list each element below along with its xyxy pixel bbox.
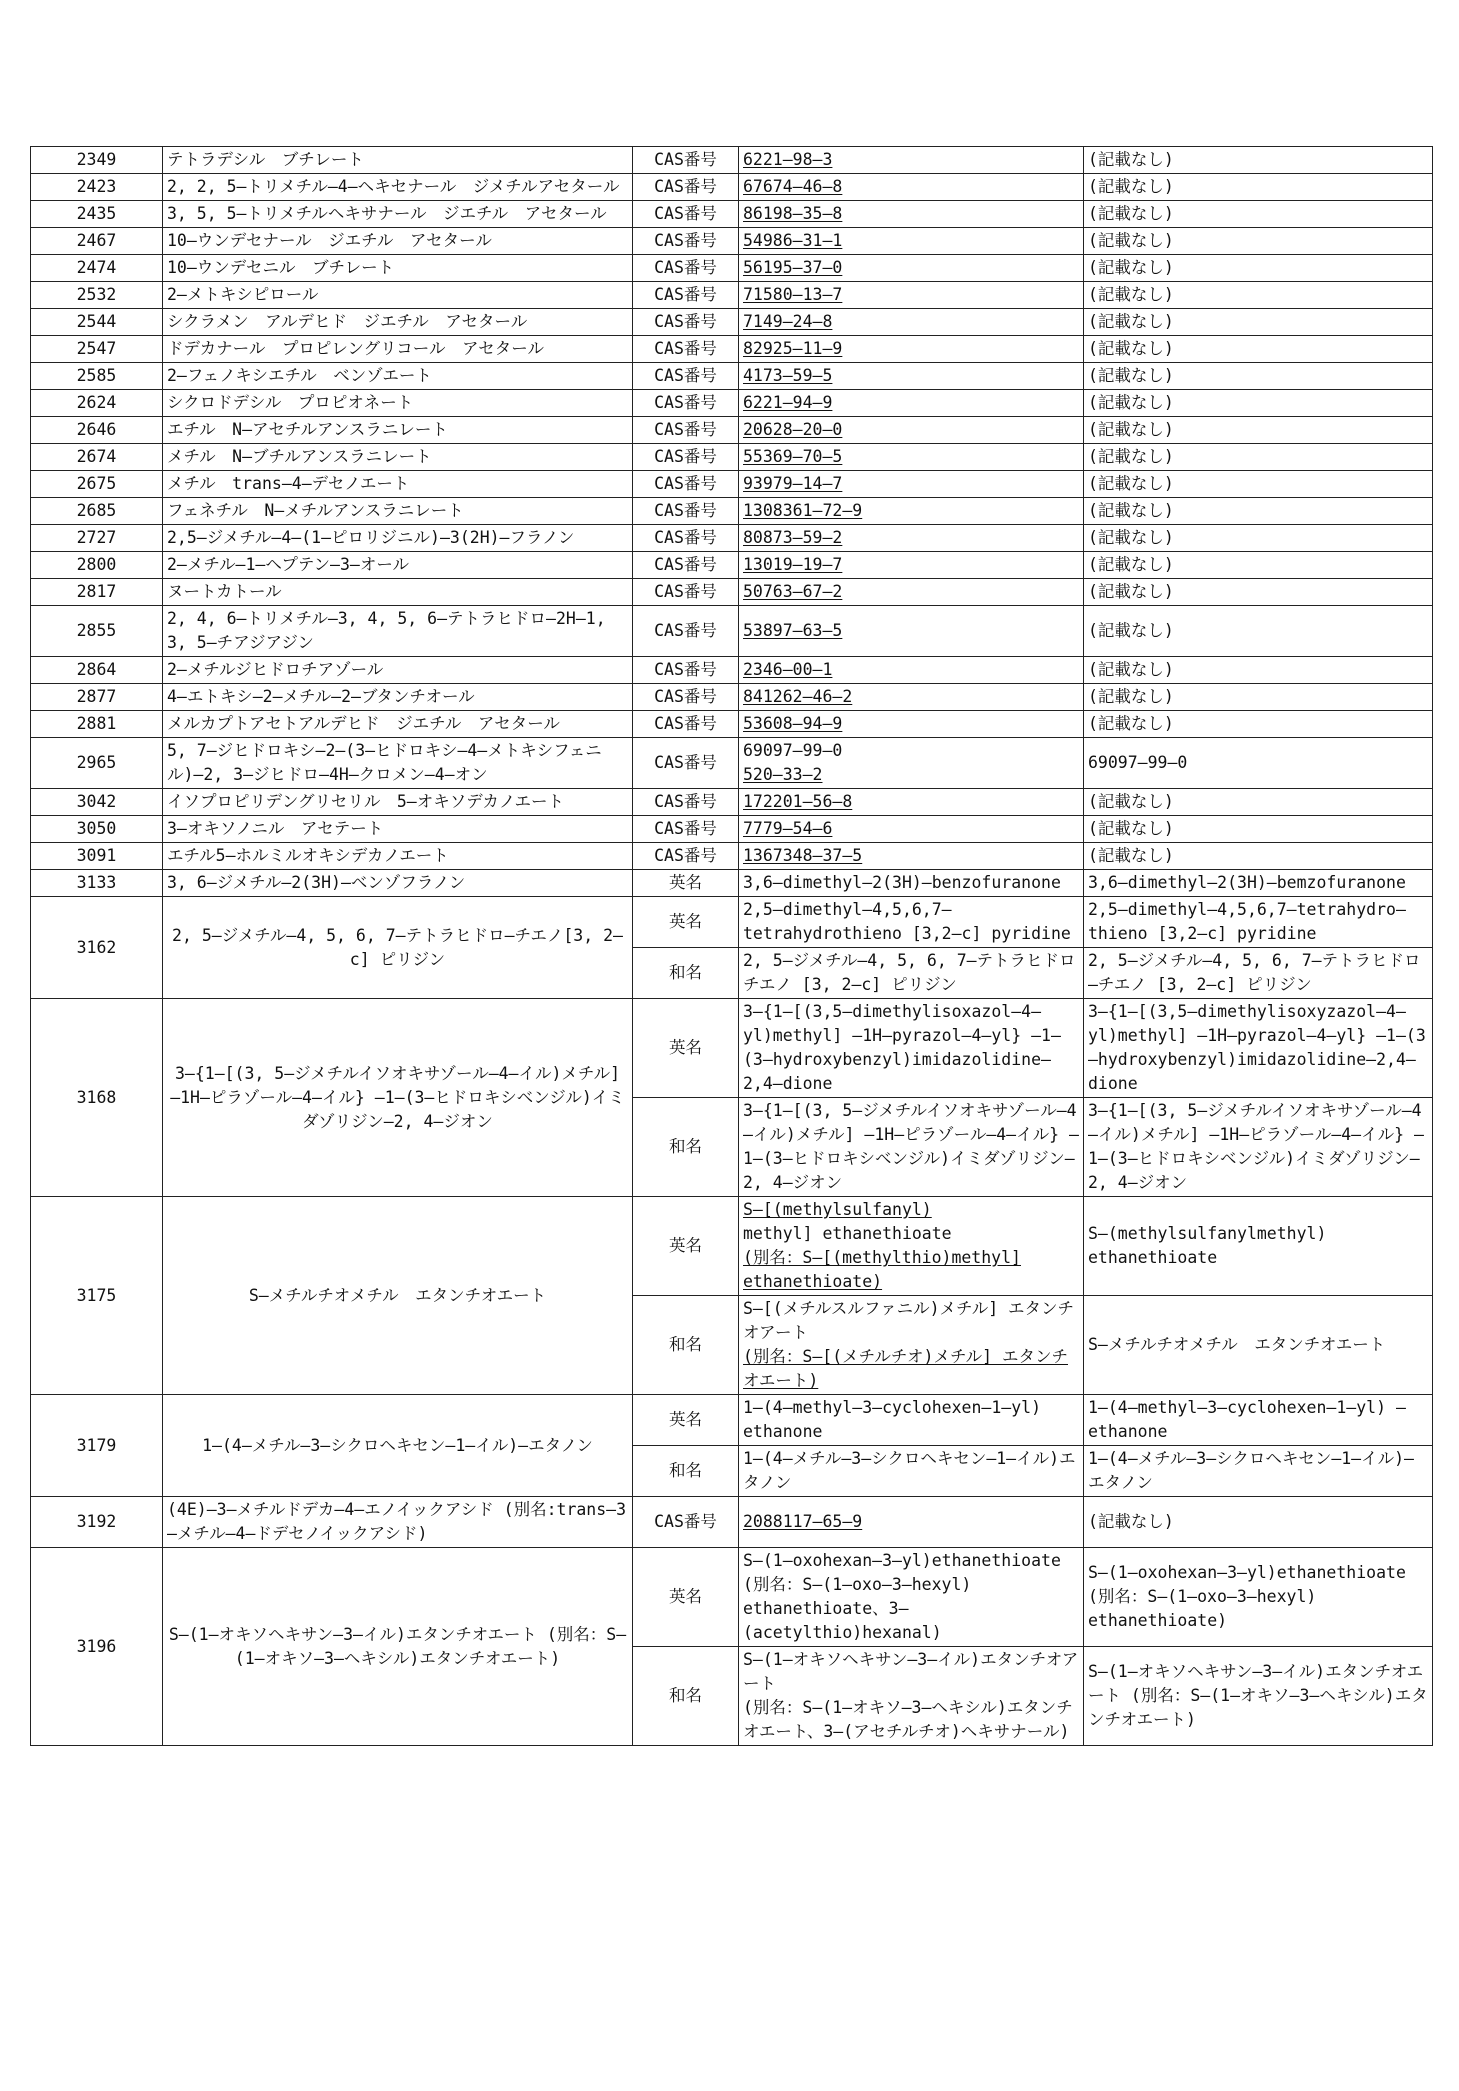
identifier-value xyxy=(739,1395,1084,1446)
identifier-value-line: 93979—14—7 xyxy=(743,474,843,493)
identifier-type: 和名 xyxy=(633,948,739,999)
identifier-value xyxy=(739,174,1084,201)
item-number: 2817 xyxy=(31,579,163,606)
identifier-type: CAS番号 xyxy=(633,309,739,336)
table-row xyxy=(31,201,1433,228)
table-row xyxy=(31,282,1433,309)
item-number: 2467 xyxy=(31,228,163,255)
remark-cell: (記載なし) xyxy=(1084,282,1433,309)
identifier-value-line: (別名：S—(1—オキソ—3—ヘキシル)エタンチオエート、3—(アセチルチオ)ヘキサナール) xyxy=(743,1698,1073,1741)
remark-cell: (記載なし) xyxy=(1084,201,1433,228)
item-number: 3162 xyxy=(31,897,163,999)
identifier-value-line: 53897—63—5 xyxy=(743,621,843,640)
identifier-type: CAS番号 xyxy=(633,174,739,201)
remark-cell: (記載なし) xyxy=(1084,606,1433,657)
identifier-value xyxy=(739,789,1084,816)
identifier-value-line: 7779—54—6 xyxy=(743,819,833,838)
identifier-value-line: 54986—31—1 xyxy=(743,231,843,250)
remark-cell: (記載なし) xyxy=(1084,471,1433,498)
item-name: ドデカナール プロピレングリコール アセタール xyxy=(163,336,633,363)
remark-cell: (記載なし) xyxy=(1084,684,1433,711)
identifier-value xyxy=(739,255,1084,282)
table-row xyxy=(31,684,1433,711)
item-number: 2965 xyxy=(31,738,163,789)
identifier-type: CAS番号 xyxy=(633,843,739,870)
identifier-type: 英名 xyxy=(633,999,739,1098)
identifier-value-line: S—(1—オキソヘキサン—3—イル)エタンチオアート xyxy=(743,1650,1079,1693)
identifier-value xyxy=(739,390,1084,417)
item-number: 2855 xyxy=(31,606,163,657)
identifier-value xyxy=(739,282,1084,309)
identifier-value-line: ethanethioate) xyxy=(743,1272,883,1291)
identifier-value xyxy=(739,552,1084,579)
identifier-type: CAS番号 xyxy=(633,711,739,738)
table-row xyxy=(31,843,1433,870)
item-number: 3175 xyxy=(31,1197,163,1395)
identifier-value-line: tetrahydrothieno [3,2—c] pyridine xyxy=(743,924,1071,943)
table-row xyxy=(31,255,1433,282)
identifier-type: 英名 xyxy=(633,897,739,948)
item-name: エチル5—ホルミルオキシデカノエート xyxy=(163,843,633,870)
identifier-type: CAS番号 xyxy=(633,201,739,228)
table-row xyxy=(31,1497,1433,1548)
item-number: 3179 xyxy=(31,1395,163,1497)
remark-cell: (記載なし) xyxy=(1084,309,1433,336)
item-name: テトラデシル ブチレート xyxy=(163,147,633,174)
remark-cell: (記載なし) xyxy=(1084,711,1433,738)
item-name: 2—メチルジヒドロチアゾール xyxy=(163,657,633,684)
table-row xyxy=(31,1548,1433,1647)
remark-cell: S—(1—オキソヘキサン—3—イル)エタンチオエート (別名：S—(1—オキソ—3—ヘキシル)エタンチオエート) xyxy=(1084,1647,1433,1746)
identifier-value-line: 1—(4—メチル—3—シクロヘキセン—1—イル)エタノン xyxy=(743,1449,1076,1492)
item-name: 2,5—ジメチル—4—(1—ピロリジニル)—3(2H)—フラノン xyxy=(163,525,633,552)
remark-cell: 1—(4—メチル—3—シクロヘキセン—1—イル)—エタノン xyxy=(1084,1446,1433,1497)
table-row xyxy=(31,999,1433,1098)
remark-cell: (記載なし) xyxy=(1084,174,1433,201)
table-row xyxy=(31,363,1433,390)
item-number: 2646 xyxy=(31,417,163,444)
identifier-value-line: 2, 5—ジメチル—4, 5, 6, 7—テトラヒドロチエノ [3, 2—c] ピリジン xyxy=(743,951,1076,994)
table-row xyxy=(31,390,1433,417)
table-row xyxy=(31,309,1433,336)
identifier-value xyxy=(739,948,1084,999)
identifier-value xyxy=(739,1098,1084,1197)
remark-cell: (記載なし) xyxy=(1084,498,1433,525)
identifier-value xyxy=(739,657,1084,684)
identifier-value xyxy=(739,999,1084,1098)
item-name: 3—{1—[(3, 5—ジメチルイソオキサゾール—4—イル)メチル] —1H—ピラゾール—4—イル} —1—(3—ヒドロキシベンジル)イミダゾリジン—2, 4—ジオン xyxy=(163,999,633,1197)
table-row xyxy=(31,711,1433,738)
identifier-value xyxy=(739,606,1084,657)
table-row xyxy=(31,789,1433,816)
item-number: 2800 xyxy=(31,552,163,579)
identifier-value xyxy=(739,1197,1084,1296)
item-number: 2532 xyxy=(31,282,163,309)
identifier-value xyxy=(739,711,1084,738)
identifier-type: 英名 xyxy=(633,1548,739,1647)
identifier-type: CAS番号 xyxy=(633,738,739,789)
identifier-value-line: (別名：S—[(メチルチオ)メチル] エタンチオエート) xyxy=(743,1347,1068,1390)
item-name: 3, 5, 5—トリメチルヘキサナール ジエチル アセタール xyxy=(163,201,633,228)
identifier-value xyxy=(739,897,1084,948)
identifier-value-line: 1367348—37—5 xyxy=(743,846,863,865)
identifier-value-line: 55369—70—5 xyxy=(743,447,843,466)
remark-cell: (記載なし) xyxy=(1084,1497,1433,1548)
identifier-value xyxy=(739,525,1084,552)
table-row xyxy=(31,525,1433,552)
item-name: 2, 2, 5—トリメチル—4—ヘキセナール ジメチルアセタール xyxy=(163,174,633,201)
identifier-value-line: 1—(4—methyl—3—cyclohexen—1—yl) ethanone xyxy=(743,1398,1042,1441)
remark-cell: (記載なし) xyxy=(1084,417,1433,444)
table-row xyxy=(31,816,1433,843)
item-number: 2349 xyxy=(31,147,163,174)
identifier-value xyxy=(739,228,1084,255)
identifier-value-line: 67674—46—8 xyxy=(743,177,843,196)
item-number: 2624 xyxy=(31,390,163,417)
remark-cell: (記載なし) xyxy=(1084,336,1433,363)
identifier-value-line: 13019—19—7 xyxy=(743,555,843,574)
identifier-value xyxy=(739,870,1084,897)
identifier-value-line: 3—{1—[(3, 5—ジメチルイソオキサゾール—4—イル)メチル] —1H—ピラゾール—4—イル} —1—(3—ヒドロキシベンジル)イミダゾリジン—2, 4—ジオン xyxy=(743,1101,1079,1192)
identifier-value-line: 6221—98—3 xyxy=(743,150,833,169)
identifier-value xyxy=(739,1548,1084,1647)
identifier-value xyxy=(739,579,1084,606)
item-number: 2877 xyxy=(31,684,163,711)
identifier-value-line: S—[(methylsulfanyl) xyxy=(743,1200,932,1219)
identifier-value-line: 56195—37—0 xyxy=(743,258,843,277)
remark-cell: (記載なし) xyxy=(1084,816,1433,843)
item-name: 3, 6—ジメチル—2(3H)—ベンゾフラノン xyxy=(163,870,633,897)
table-row xyxy=(31,552,1433,579)
remark-cell: 2,5—dimethyl—4,5,6,7—tetrahydro—thieno [3,2—c] pyridine xyxy=(1084,897,1433,948)
identifier-type: CAS番号 xyxy=(633,579,739,606)
identifier-type: 英名 xyxy=(633,1197,739,1296)
table-row xyxy=(31,336,1433,363)
item-name: 10—ウンデセニル ブチレート xyxy=(163,255,633,282)
identifier-value xyxy=(739,363,1084,390)
identifier-value-line: methyl] ethanethioate xyxy=(743,1224,952,1243)
identifier-value-line: 71580—13—7 xyxy=(743,285,843,304)
item-name: 5, 7—ジヒドロキシ—2—(3—ヒドロキシ—4—メトキシフェニル)—2, 3—ジヒドロ—4H—クロメン—4—オン xyxy=(163,738,633,789)
table-row xyxy=(31,444,1433,471)
identifier-type: CAS番号 xyxy=(633,498,739,525)
table-row xyxy=(31,471,1433,498)
table-row xyxy=(31,1395,1433,1446)
item-name: 2, 4, 6—トリメチル—3, 4, 5, 6—テトラヒドロ—2H—1, 3, 5—チアジアジン xyxy=(163,606,633,657)
table-body xyxy=(31,147,1433,1746)
identifier-value-line: 20628—20—0 xyxy=(743,420,843,439)
identifier-type: CAS番号 xyxy=(633,471,739,498)
remark-cell: (記載なし) xyxy=(1084,657,1433,684)
identifier-value xyxy=(739,444,1084,471)
table-row xyxy=(31,147,1433,174)
identifier-value-line: 86198—35—8 xyxy=(743,204,843,223)
identifier-value-line: 69097—99—0 xyxy=(743,741,843,760)
identifier-value-line: 82925—11—9 xyxy=(743,339,843,358)
item-number: 2474 xyxy=(31,255,163,282)
table-row xyxy=(31,870,1433,897)
identifier-value xyxy=(739,201,1084,228)
item-number: 3192 xyxy=(31,1497,163,1548)
remark-cell: (記載なし) xyxy=(1084,843,1433,870)
identifier-value-line: S—(1—oxohexan—3—yl)ethanethioate (別名：S—(1—oxo—3—hexyl) ethanethioate、3—(acetylthio)hexanal) xyxy=(743,1551,1061,1642)
identifier-value-line: 1308361—72—9 xyxy=(743,501,863,520)
identifier-value xyxy=(739,147,1084,174)
identifier-value xyxy=(739,417,1084,444)
item-name: エチル N—アセチルアンスラニレート xyxy=(163,417,633,444)
item-name: 2—メチル—1—ヘプテン—3—オール xyxy=(163,552,633,579)
item-name: 1—(4—メチル—3—シクロヘキセン—1—イル)—エタノン xyxy=(163,1395,633,1497)
identifier-value-line: 2,5—dimethyl—4,5,6,7— xyxy=(743,900,952,919)
identifier-value-line: 2346—00—1 xyxy=(743,660,833,679)
item-name: シクロドデシル プロピオネート xyxy=(163,390,633,417)
item-name: 2, 5—ジメチル—4, 5, 6, 7—テトラヒドロ—チエノ[3, 2—c] ピリジン xyxy=(163,897,633,999)
table-row xyxy=(31,228,1433,255)
identifier-value xyxy=(739,843,1084,870)
table-row xyxy=(31,657,1433,684)
identifier-value-line: 6221—94—9 xyxy=(743,393,833,412)
item-name: (4E)—3—メチルドデカ—4—エノイックアシド (別名:trans—3—メチル—4—ドデセノイックアシド) xyxy=(163,1497,633,1548)
identifier-value xyxy=(739,738,1084,789)
identifier-type: CAS番号 xyxy=(633,444,739,471)
table-row xyxy=(31,1197,1433,1296)
table-row xyxy=(31,606,1433,657)
item-number: 2881 xyxy=(31,711,163,738)
item-number: 2544 xyxy=(31,309,163,336)
remark-cell: (記載なし) xyxy=(1084,390,1433,417)
remark-cell: 69097—99—0 xyxy=(1084,738,1433,789)
item-number: 2685 xyxy=(31,498,163,525)
table-row xyxy=(31,897,1433,948)
identifier-value xyxy=(739,684,1084,711)
identifier-value xyxy=(739,336,1084,363)
item-number: 3042 xyxy=(31,789,163,816)
identifier-value-line: 4173—59—5 xyxy=(743,366,833,385)
identifier-type: 和名 xyxy=(633,1446,739,1497)
item-number: 2585 xyxy=(31,363,163,390)
identifier-type: CAS番号 xyxy=(633,552,739,579)
remark-cell: (記載なし) xyxy=(1084,444,1433,471)
remark-cell: (記載なし) xyxy=(1084,789,1433,816)
identifier-value xyxy=(739,1497,1084,1548)
remark-cell: 2, 5—ジメチル—4, 5, 6, 7—テトラヒドロ—チエノ [3, 2—c] ピリジン xyxy=(1084,948,1433,999)
item-name: メチル N—ブチルアンスラニレート xyxy=(163,444,633,471)
item-name: イソプロピリデングリセリル 5—オキソデカノエート xyxy=(163,789,633,816)
remark-cell: (記載なし) xyxy=(1084,552,1433,579)
identifier-type: CAS番号 xyxy=(633,282,739,309)
identifier-value-line: 50763—67—2 xyxy=(743,582,843,601)
item-name: 2—フェノキシエチル ベンゾエート xyxy=(163,363,633,390)
remark-cell: (記載なし) xyxy=(1084,147,1433,174)
item-number: 2864 xyxy=(31,657,163,684)
identifier-type: CAS番号 xyxy=(633,684,739,711)
item-name: フェネチル N—メチルアンスラニレート xyxy=(163,498,633,525)
item-name: 3—オキソノニル アセテート xyxy=(163,816,633,843)
identifier-value-line: 7149—24—8 xyxy=(743,312,833,331)
identifier-type: 英名 xyxy=(633,870,739,897)
item-number: 3168 xyxy=(31,999,163,1197)
identifier-value-line: 520—33—2 xyxy=(743,765,823,784)
remark-cell: (記載なし) xyxy=(1084,228,1433,255)
item-name: 10—ウンデセナール ジエチル アセタール xyxy=(163,228,633,255)
remark-cell: S—(methylsulfanylmethyl) ethanethioate xyxy=(1084,1197,1433,1296)
item-name: シクラメン アルデヒド ジエチル アセタール xyxy=(163,309,633,336)
identifier-type: 和名 xyxy=(633,1098,739,1197)
identifier-value xyxy=(739,498,1084,525)
remark-cell: (記載なし) xyxy=(1084,255,1433,282)
item-number: 3091 xyxy=(31,843,163,870)
remark-cell: 1—(4—methyl—3—cyclohexen—1—yl) —ethanone xyxy=(1084,1395,1433,1446)
item-number: 2675 xyxy=(31,471,163,498)
identifier-value-line: 3,6—dimethyl—2(3H)—benzofuranone xyxy=(743,873,1061,892)
item-number: 2674 xyxy=(31,444,163,471)
identifier-type: CAS番号 xyxy=(633,147,739,174)
table-row xyxy=(31,738,1433,789)
remark-cell: (記載なし) xyxy=(1084,363,1433,390)
remark-cell: S—(1—oxohexan—3—yl)ethanethioate (別名：S—(1—oxo—3—hexyl) ethanethioate) xyxy=(1084,1548,1433,1647)
identifier-type: CAS番号 xyxy=(633,363,739,390)
identifier-value-line: 53608—94—9 xyxy=(743,714,843,733)
item-name: メチル trans—4—デセノエート xyxy=(163,471,633,498)
identifier-value-line: 841262—46—2 xyxy=(743,687,853,706)
identifier-value-line: 2088117—65—9 xyxy=(743,1512,863,1531)
identifier-value-line: S—[(メチルスルファニル)メチル] エタンチオアート xyxy=(743,1299,1075,1342)
identifier-value-line: 3—{1—[(3,5—dimethylisoxazol—4—yl)methyl] —1H—pyrazol—4—yl} —1—(3—hydroxybenzyl)imidazolidine—2,4—dione xyxy=(743,1002,1061,1093)
item-number: 2423 xyxy=(31,174,163,201)
identifier-type: CAS番号 xyxy=(633,336,739,363)
identifier-type: CAS番号 xyxy=(633,657,739,684)
identifier-type: CAS番号 xyxy=(633,417,739,444)
identifier-type: CAS番号 xyxy=(633,789,739,816)
identifier-value xyxy=(739,1647,1084,1746)
identifier-value xyxy=(739,1296,1084,1395)
identifier-type: CAS番号 xyxy=(633,816,739,843)
identifier-value xyxy=(739,1446,1084,1497)
table-row xyxy=(31,579,1433,606)
identifier-type: CAS番号 xyxy=(633,255,739,282)
identifier-value-line: (別名：S—[(methylthio)methyl] xyxy=(743,1248,1021,1267)
item-number: 3133 xyxy=(31,870,163,897)
identifier-value-line: 172201—56—8 xyxy=(743,792,853,811)
remark-cell: 3,6—dimethyl—2(3H)—bemzofuranone xyxy=(1084,870,1433,897)
identifier-value-line: 80873—59—2 xyxy=(743,528,843,547)
item-name: S—(1—オキソヘキサン—3—イル)エタンチオエート (別名：S—(1—オキソ—3—ヘキシル)エタンチオエート) xyxy=(163,1548,633,1746)
identifier-type: CAS番号 xyxy=(633,228,739,255)
identifier-type: CAS番号 xyxy=(633,606,739,657)
item-name: S—メチルチオメチル エタンチオエート xyxy=(163,1197,633,1395)
remark-cell: S—メチルチオメチル エタンチオエート xyxy=(1084,1296,1433,1395)
identifier-value xyxy=(739,471,1084,498)
item-name: 2—メトキシピロール xyxy=(163,282,633,309)
table-row xyxy=(31,417,1433,444)
identifier-value xyxy=(739,816,1084,843)
remark-cell: 3—{1—[(3, 5—ジメチルイソオキサゾール—4—イル)メチル] —1H—ピラゾール—4—イル} —1—(3—ヒドロキシベンジル)イミダゾリジン—2, 4—ジオン xyxy=(1084,1098,1433,1197)
remark-cell: (記載なし) xyxy=(1084,579,1433,606)
identifier-type: 英名 xyxy=(633,1395,739,1446)
identifier-value xyxy=(739,309,1084,336)
item-number: 2727 xyxy=(31,525,163,552)
identifier-type: CAS番号 xyxy=(633,390,739,417)
item-number: 3050 xyxy=(31,816,163,843)
identifier-type: 和名 xyxy=(633,1647,739,1746)
document-table xyxy=(30,146,1433,1746)
remark-cell: 3—{1—[(3,5—dimethylisoxyzazol—4—yl)methyl] —1H—pyrazol—4—yl} —1—(3—hydroxybenzyl)imidazolidine—2,4—dione xyxy=(1084,999,1433,1098)
item-number: 3196 xyxy=(31,1548,163,1746)
item-name: ヌートカトール xyxy=(163,579,633,606)
item-number: 2547 xyxy=(31,336,163,363)
item-name: メルカプトアセトアルデヒド ジエチル アセタール xyxy=(163,711,633,738)
remark-cell: (記載なし) xyxy=(1084,525,1433,552)
identifier-type: CAS番号 xyxy=(633,1497,739,1548)
item-number: 2435 xyxy=(31,201,163,228)
identifier-type: CAS番号 xyxy=(633,525,739,552)
table-row xyxy=(31,174,1433,201)
table-row xyxy=(31,498,1433,525)
identifier-type: 和名 xyxy=(633,1296,739,1395)
item-name: 4—エトキシ—2—メチル—2—ブタンチオール xyxy=(163,684,633,711)
